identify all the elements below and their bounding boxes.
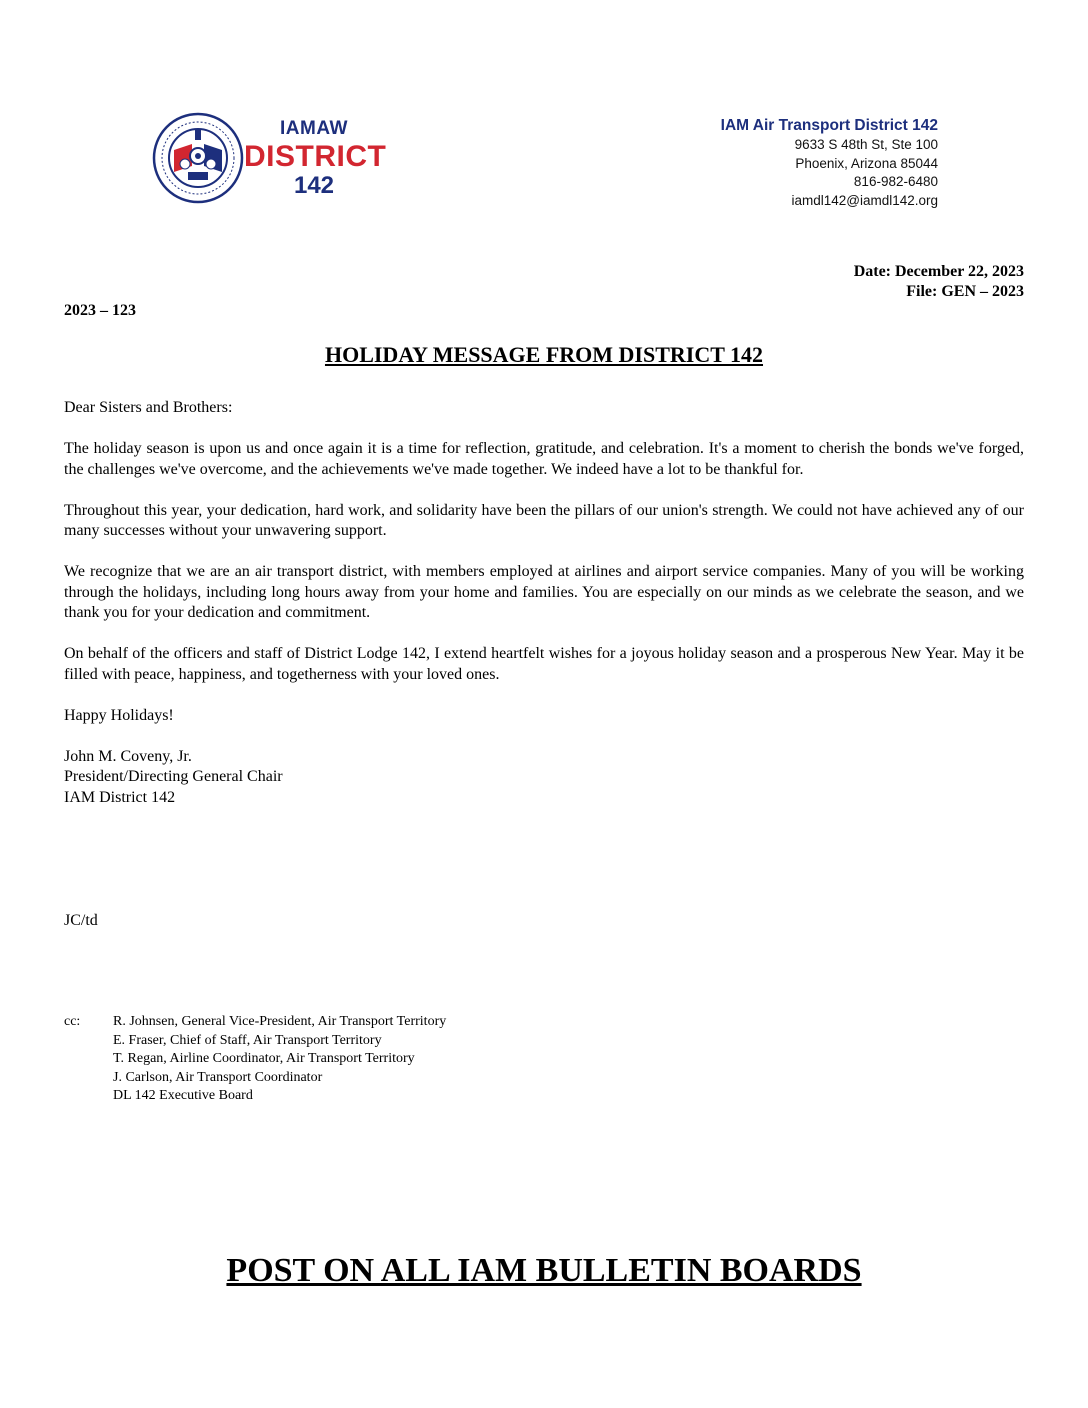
cc-recipient: DL 142 Executive Board (113, 1088, 253, 1103)
letter-meta (854, 262, 1024, 302)
body-paragraph-1: The holiday season is upon us and once again it is a time for reflection, gratitude, and celebration. It's a moment to cherish the bonds we've forged, the challenges we've overcome, and the achievements we've made together. We indeed have a lot to be thankful for. (64, 440, 1024, 478)
cc-recipient: T. Regan, Airline Coordinator, Air Transport Territory (113, 1051, 415, 1066)
city-state: Phoenix, Arizona 85044 (795, 155, 938, 171)
phone-number: 816-982-6480 (853, 174, 938, 189)
letter-file: File: GEN – 2023 (906, 283, 1024, 300)
iamaw-logo (152, 106, 387, 210)
letterhead-address (721, 116, 938, 210)
signer-org: IAM District 142 (64, 788, 176, 806)
cc-label: cc: (64, 1014, 81, 1029)
body-paragraph-4: On behalf of the officers and staff of District Lodge 142, I extend heartfelt wishes for a joyous holiday season and a prosperous New Year. May it be filled with peace, happiness, and togetherness with your loved ones. (64, 645, 1024, 683)
salutation: Dear Sisters and Brothers: (64, 399, 233, 416)
body-paragraph-2: Throughout this year, your dedication, hard work, and solidarity have been the pillars of our union's strength. We could not have achieved any of our many successes without your unwavering support. (64, 501, 1024, 539)
logo-district: DISTRICT (244, 140, 387, 173)
signer-title: President/Directing General Chair (64, 768, 283, 785)
logo-iamaw: IAMAW (280, 118, 348, 139)
iam-seal-icon (152, 106, 244, 210)
letter-body (64, 398, 1024, 808)
cc-recipient: E. Fraser, Chief of Staff, Air Transport Territory (113, 1032, 382, 1048)
cc-list (113, 1013, 613, 1106)
cc-recipient: R. Johnsen, General Vice-President, Air Transport Territory (113, 1014, 447, 1029)
closing: Happy Holidays! (64, 706, 174, 724)
letter-date: Date: December 22, 2023 (853, 263, 1024, 280)
org-name: IAM Air Transport District 142 (720, 117, 938, 134)
posting-notice: POST ON ALL IAM BULLETIN BOARDS (226, 1252, 862, 1289)
street-address: 9633 S 48th St, Ste 100 (794, 137, 938, 152)
signature-block (64, 747, 1024, 809)
signer-name: John M. Coveny, Jr. (64, 747, 192, 765)
logo-number: 142 (293, 172, 335, 199)
typist-initials: JC/td (64, 912, 98, 929)
email-address: iamdl142@iamdl142.org (791, 192, 938, 208)
letter-title: HOLIDAY MESSAGE FROM DISTRICT 142 (324, 342, 764, 367)
cc-recipient: J. Carlson, Air Transport Coordinator (113, 1069, 323, 1085)
body-paragraph-3: We recognize that we are an air transport district, with members employed at airlines and airport service companies. Many of you will be working through the holidays, including long hours away from your home and families. You are especially on our minds as we celebrate the season, and we thank you for your dedication and commitment. (64, 563, 1024, 621)
letter-reference-number: 2023 – 123 (64, 302, 136, 319)
